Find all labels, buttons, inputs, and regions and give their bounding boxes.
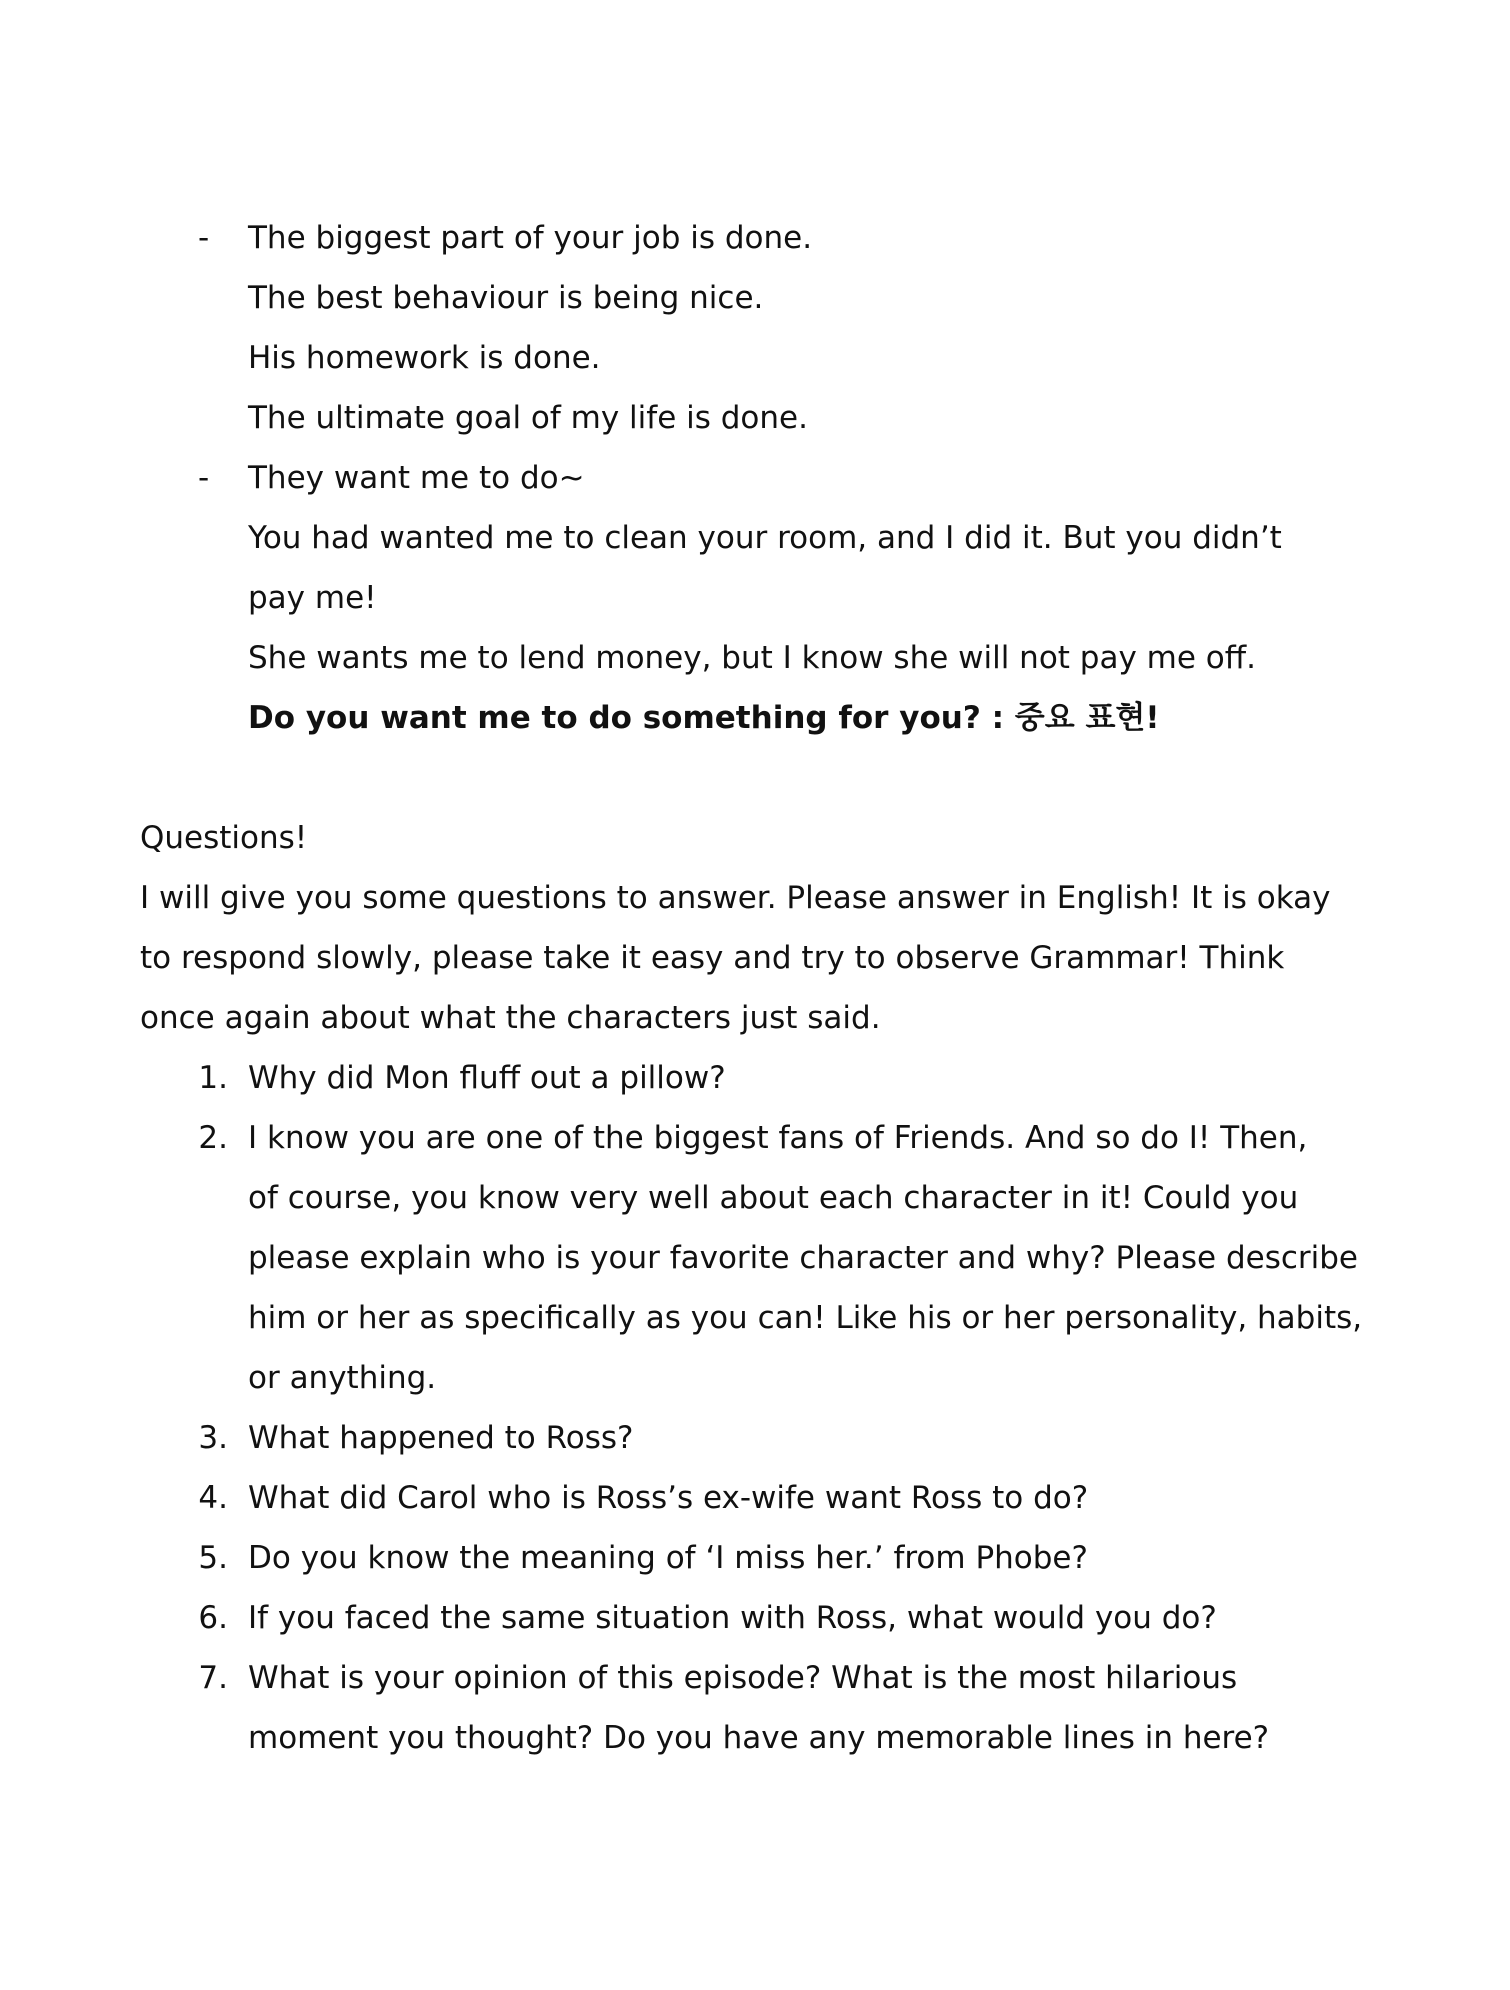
question-text: If you faced the same situation with Ross, what would you do? bbox=[248, 1600, 1217, 1636]
question-number: 7. bbox=[198, 1660, 228, 1696]
bullet-dash: - bbox=[198, 220, 210, 256]
question-text: moment you thought? Do you have any memorable lines in here? bbox=[248, 1720, 1270, 1756]
example-sentence: You had wanted me to clean your room, and I did it. But you didn’t bbox=[248, 520, 1282, 556]
example-sentence: pay me! bbox=[248, 580, 377, 616]
question-text: What did Carol who is Ross’s ex-wife want Ross to do? bbox=[248, 1480, 1089, 1516]
question-number: 2. bbox=[198, 1120, 228, 1156]
question-number: 6. bbox=[198, 1600, 228, 1636]
question-number: 4. bbox=[198, 1480, 228, 1516]
bullet-dash: - bbox=[198, 460, 210, 496]
question-number: 5. bbox=[198, 1540, 228, 1576]
question-text: of course, you know very well about each character in it! Could you bbox=[248, 1180, 1299, 1216]
example-sentence: His homework is done. bbox=[248, 340, 601, 376]
example-sentence: The biggest part of your job is done. bbox=[248, 220, 813, 256]
question-number: 3. bbox=[198, 1420, 228, 1456]
question-number: 1. bbox=[198, 1060, 228, 1096]
question-text: Do you know the meaning of ‘I miss her.’ from Phobe? bbox=[248, 1540, 1088, 1576]
example-sentence: She wants me to lend money, but I know she will not pay me off. bbox=[248, 640, 1256, 676]
example-sentence: They want me to do~ bbox=[248, 460, 585, 496]
question-text: or anything. bbox=[248, 1360, 437, 1396]
key-expression: Do you want me to do something for you? : 중요 표현! bbox=[248, 700, 1160, 736]
questions-intro: I will give you some questions to answer. Please answer in English! It is okay bbox=[140, 880, 1331, 916]
question-text: him or her as specifically as you can! Like his or her personality, habits, bbox=[248, 1300, 1363, 1336]
example-sentence: The best behaviour is being nice. bbox=[248, 280, 764, 316]
example-sentence: The ultimate goal of my life is done. bbox=[248, 400, 808, 436]
questions-intro: once again about what the characters just said. bbox=[140, 1000, 881, 1036]
questions-intro: to respond slowly, please take it easy and try to observe Grammar! Think bbox=[140, 940, 1285, 976]
question-text: Why did Mon fluff out a pillow? bbox=[248, 1060, 726, 1096]
question-text: I know you are one of the biggest fans of Friends. And so do I! Then, bbox=[248, 1120, 1308, 1156]
questions-heading: Questions! bbox=[140, 820, 308, 856]
question-text: What happened to Ross? bbox=[248, 1420, 634, 1456]
question-text: please explain who is your favorite character and why? Please describe bbox=[248, 1240, 1359, 1276]
question-text: What is your opinion of this episode? What is the most hilarious bbox=[248, 1660, 1238, 1696]
